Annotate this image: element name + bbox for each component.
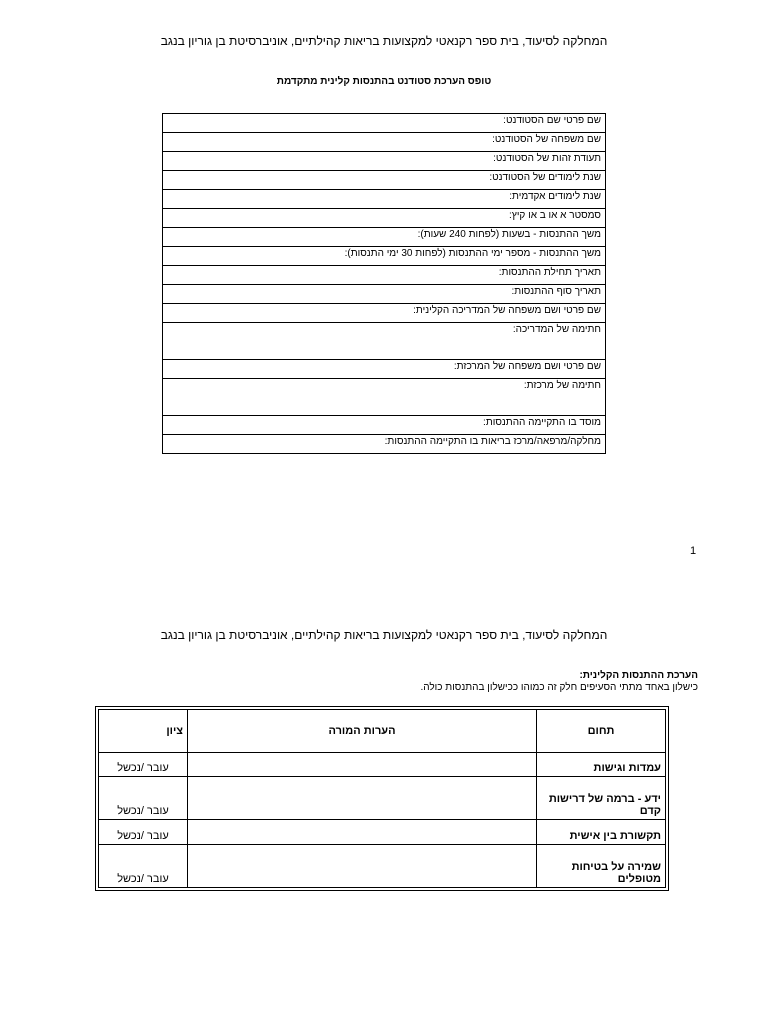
field-semester[interactable]: סמסטר א או ב או קיץ: [163, 209, 606, 228]
domain-cell: ידע - ברמה של דרישות קדם [537, 777, 666, 820]
field-institution[interactable]: מוסד בו התקיימה ההתנסות: [163, 416, 606, 435]
grade-cell[interactable]: עובר /נכשל [99, 753, 188, 777]
field-duration-hours[interactable]: משך ההתנסות - בשעות (לפחות 240 שעות): [163, 228, 606, 247]
domain-cell: עמדות וגישות [537, 753, 666, 777]
page1-header: המחלקה לסיעוד, בית ספר רקנאטי למקצועות בריאות קהילתיים, אוניברסיטת בן גוריון בנגב [160, 34, 608, 48]
form-title: טופס הערכת סטודנט בהתנסות קלינית מתקדמת [276, 76, 492, 87]
field-instructor-name[interactable]: שם פרטי ושם משפחה של המדריכה הקלינית: [163, 304, 606, 323]
page2-header: המחלקה לסיעוד, בית ספר רקנאטי למקצועות בריאות קהילתיים, אוניברסיטת בן גוריון בנגב [160, 628, 608, 642]
grade-cell[interactable]: עובר /נכשל [99, 844, 188, 887]
evaluation-section-title: הערכת ההתנסות הקלינית: [579, 670, 698, 681]
field-first-name[interactable]: שם פרטי שם הסטודנט: [163, 114, 606, 133]
field-end-date[interactable]: תאריך סוף ההתנסות: [163, 285, 606, 304]
table-row [99, 820, 666, 844]
domain-cell: שמירה על בטיחות מטופלים [537, 844, 666, 887]
student-info-table [162, 113, 606, 454]
grade-cell[interactable]: עובר /נכשל [99, 777, 188, 820]
domain-cell: תקשורת בין אישית [537, 820, 666, 844]
field-start-date[interactable]: תאריך תחילת ההתנסות: [163, 266, 606, 285]
table-row [99, 777, 666, 820]
table-row [99, 753, 666, 777]
evaluation-table-frame [95, 706, 669, 891]
field-instructor-signature[interactable]: חתימה של המדריכה: [163, 323, 606, 360]
evaluation-section-note: כישלון באחד מתתי הסעיפים חלק זה כמוהו ככישלון בהתנסות כולה. [420, 682, 698, 693]
teacher-notes-cell[interactable] [188, 844, 537, 887]
teacher-notes-cell[interactable] [188, 777, 537, 820]
field-department[interactable]: מחלקה/מרפאה/מרכז בריאות בו התקיימה ההתנסות: [163, 435, 606, 454]
header-teacher-notes: הערות המורה [188, 710, 537, 753]
teacher-notes-cell[interactable] [188, 820, 537, 844]
header-domain: תחום [537, 710, 666, 753]
field-coordinator-signature[interactable]: חתימה של מרכזת: [163, 379, 606, 416]
table-row [99, 844, 666, 887]
field-last-name[interactable]: שם משפחה של הסטודנט: [163, 133, 606, 152]
evaluation-header-row [99, 710, 666, 753]
evaluation-table [98, 709, 666, 888]
teacher-notes-cell[interactable] [188, 753, 537, 777]
header-grade: ציון [99, 710, 188, 753]
field-coordinator-name[interactable]: שם פרטי ושם משפחה של המרכזת: [163, 360, 606, 379]
field-academic-year[interactable]: שנת לימודים אקדמית: [163, 190, 606, 209]
field-study-year[interactable]: שנת לימודים של הסטודנט: [163, 171, 606, 190]
grade-cell[interactable]: עובר /נכשל [99, 820, 188, 844]
field-id-number[interactable]: תעודת זהות של הסטודנט: [163, 152, 606, 171]
page-number: 1 [690, 545, 697, 557]
field-duration-days[interactable]: משך ההתנסות - מספר ימי ההתנסות (לפחות 30 ימי התנסות): [163, 247, 606, 266]
